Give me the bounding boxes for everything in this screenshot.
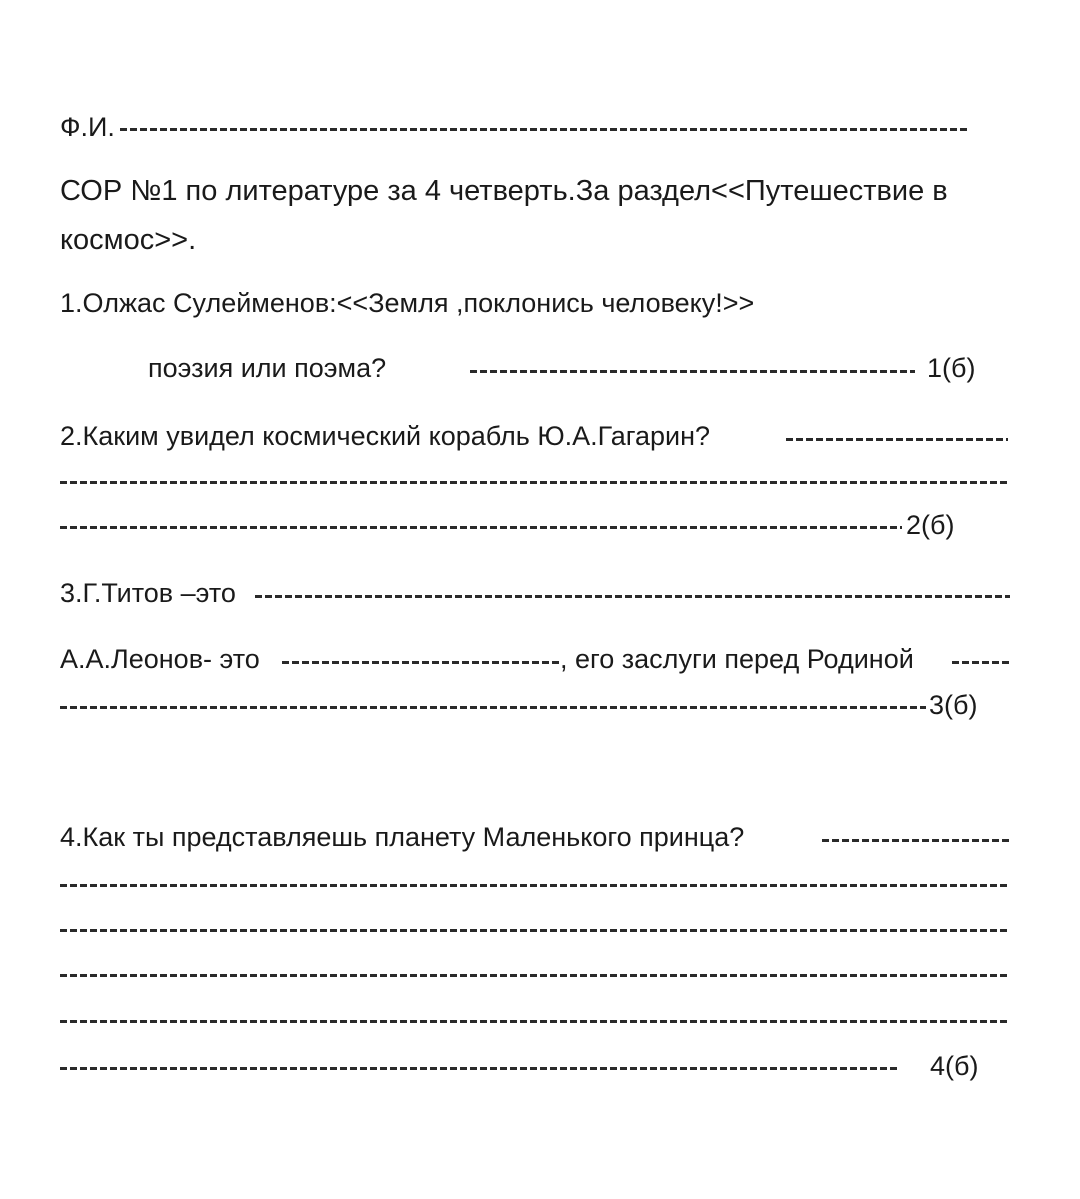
question-2-points: 2(б) (906, 510, 955, 540)
question-4-answer-line-4[interactable] (60, 974, 1008, 977)
title-line-1: СОР №1 по литературе за 4 четверть.За раздел<<Путешествие в (60, 175, 948, 207)
question-2-answer-line-1[interactable] (786, 438, 1008, 441)
question-1-text: 1.Олжас Сулейменов:<<Земля ,поклонись человеку!>> (60, 288, 755, 318)
question-3-titov-answer-line[interactable] (255, 595, 1010, 598)
question-4-answer-line-5[interactable] (60, 1020, 1008, 1023)
question-2-answer-line-2[interactable] (60, 481, 1008, 484)
question-4-answer-line-1[interactable] (822, 839, 1010, 842)
question-4-answer-line-3[interactable] (60, 929, 1008, 932)
question-2-text: 2.Каким увидел космический корабль Ю.А.Гагарин? (60, 421, 711, 451)
question-3-merits-text: , его заслуги перед Родиной (560, 644, 914, 674)
question-3-merits-answer-line-1[interactable] (952, 661, 1010, 664)
question-4-answer-line-2[interactable] (60, 884, 1008, 887)
title-line-2: космос>>. (60, 224, 197, 256)
question-3-leonov-text: А.А.Леонов- это (60, 644, 260, 674)
question-1-subtext: поэзия или поэма? (148, 353, 387, 383)
name-label: Ф.И. (60, 112, 115, 142)
question-3-merits-answer-line-2[interactable] (60, 706, 926, 709)
question-1-answer-line[interactable] (470, 370, 915, 373)
question-3-leonov-answer-line[interactable] (282, 661, 560, 664)
name-answer-line[interactable] (120, 128, 968, 131)
question-1-points: 1(б) (927, 353, 976, 383)
question-4-points: 4(б) (930, 1051, 979, 1081)
question-3-titov-text: 3.Г.Титов –это (60, 578, 236, 608)
question-2-answer-line-3[interactable] (60, 526, 902, 529)
question-3-points: 3(б) (929, 690, 978, 720)
question-4-answer-line-6[interactable] (60, 1067, 900, 1070)
question-4-text: 4.Как ты представляешь планету Маленького принца? (60, 822, 745, 852)
